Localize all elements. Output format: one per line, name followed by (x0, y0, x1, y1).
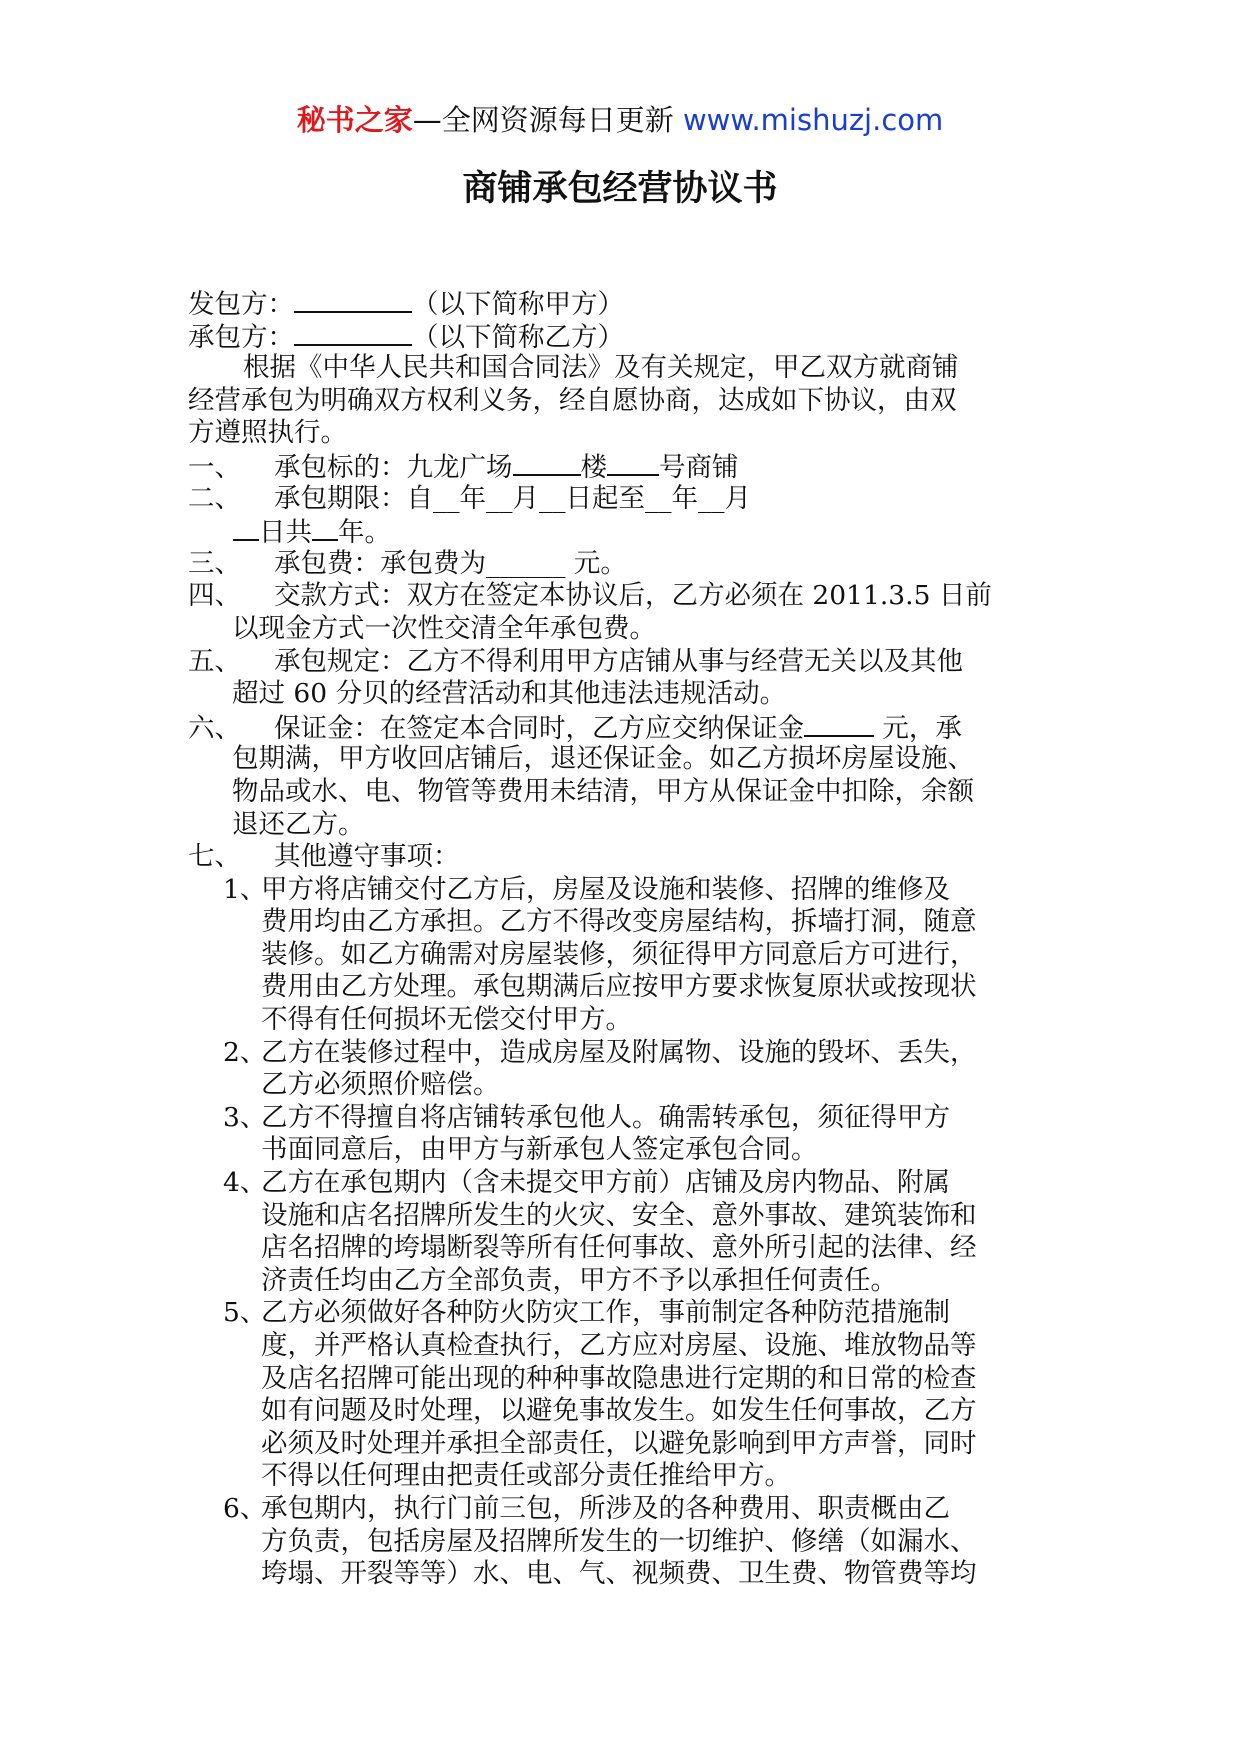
section-5-line-1: 承包规定：乙方不得利用甲方店铺从事与经营无关以及其他 (274, 645, 963, 677)
section-2-text-b: 日共 (259, 517, 312, 549)
list-item-continuation (188, 1134, 1058, 1167)
section-1-text-a: 承包标的：九龙广场 (274, 451, 513, 483)
section-2 (188, 483, 1058, 516)
section-6-line-1a: 保证金：在签定本合同时，乙方应交纳保证金 (274, 712, 804, 744)
list-item-text: 必须及时处理并承担全部责任，以避免影响到甲方声誉，同时 (261, 1427, 977, 1459)
list-item-number: 2、 (223, 1036, 267, 1068)
list-item-number: 4、 (223, 1167, 267, 1199)
section-5-line-2: 超过 60 分贝的经营活动和其他违法违规活动。 (232, 678, 787, 710)
list-item-continuation (188, 1395, 1058, 1428)
section-2-text-c: 年。 (338, 517, 391, 549)
list-item-text: 书面同意后，由甲方与新承包人签定承包合同。 (261, 1134, 818, 1166)
section-2-text-a: 承包期限：自__年__月__日起至__年__月 (274, 482, 751, 514)
list-item-continuation (188, 1460, 1058, 1493)
rules-list (188, 874, 1058, 1591)
list-item (188, 1037, 1058, 1070)
years-blank (312, 515, 338, 541)
party-b-blank (294, 320, 412, 346)
list-item-text: 费用均由乙方承担。乙方不得改变房屋结构，拆墙打洞，随意 (261, 906, 977, 938)
list-item-continuation (188, 1069, 1058, 1102)
document-body (188, 287, 1058, 1591)
section-6 (188, 711, 1058, 744)
party-a-label: 发包方： (188, 289, 294, 320)
document-title: 商铺承包经营协议书 (462, 169, 778, 209)
list-item-continuation (188, 1330, 1058, 1363)
section-5 (188, 646, 1058, 679)
list-item-text: 不得有任何损坏无偿交付甲方。 (261, 1004, 632, 1036)
party-b-label: 承包方： (188, 321, 294, 353)
list-item-text: 不得以任何理由把责任或部分责任推给甲方。 (261, 1460, 791, 1492)
list-item-continuation (188, 971, 1058, 1004)
section-4-line-2: 以现金方式一次性交清全年承包费。 (232, 612, 656, 644)
day-blank (233, 515, 259, 541)
section-6-line-3: 物品或水、电、物管等费用未结清，甲方从保证金中扣除，余额 (232, 775, 974, 807)
list-item-continuation (188, 906, 1058, 939)
section-6-line-1b: 元，承 (874, 712, 962, 744)
building-blank (513, 450, 581, 476)
section-1-text-c: 号商铺 (659, 451, 739, 483)
list-item-text: 乙方必须做好各种防火防灾工作，事前制定各种防范措施制 (261, 1297, 950, 1329)
section-1 (188, 450, 1058, 483)
site-header (0, 100, 1240, 140)
section-4-num: 四、 (188, 580, 241, 612)
list-item (188, 874, 1058, 907)
section-2-cont (188, 515, 1058, 548)
intro-line-1: 根据《中华人民共和国合同法》及有关规定，甲乙双方就商铺 (243, 352, 959, 384)
intro-line-3: 方遵照执行。 (188, 417, 347, 449)
party-a-blank (294, 287, 412, 313)
list-item-text: 承包期内，执行门前三包，所涉及的各种费用、职责概由乙 (261, 1492, 950, 1524)
list-item-text: 方负责，包括房屋及招牌所发生的一切维护、修缮（如漏水、 (261, 1525, 977, 1557)
section-6-num: 六、 (188, 712, 241, 744)
list-item (188, 1493, 1058, 1526)
list-item-text: 乙方在装修过程中，造成房屋及附属物、设施的毁坏、丢失， (261, 1036, 977, 1068)
list-item (188, 1102, 1058, 1135)
list-item (188, 1297, 1058, 1330)
section-4-line-1: 交款方式：双方在签定本协议后，乙方必须在 2011.3.5 日前 (274, 580, 992, 612)
list-item-text: 乙方不得擅自将店铺转承包他人。确需转承包，须征得甲方 (261, 1101, 950, 1133)
section-3-num: 三、 (188, 547, 241, 579)
list-item-text: 济责任均由乙方全部负责，甲方不予以承担任何责任。 (261, 1264, 897, 1296)
list-item-continuation (188, 939, 1058, 972)
list-item-continuation (188, 1526, 1058, 1559)
list-item-text: 乙方必须照价赔偿。 (261, 1069, 500, 1101)
list-item-number: 1、 (223, 873, 267, 905)
party-a-line (188, 287, 1058, 320)
party-a-note: （以下简称甲方） (412, 289, 624, 320)
section-4 (188, 580, 1058, 613)
section-5-num: 五、 (188, 645, 241, 677)
section-6-line-2: 包期满，甲方收回店铺后，退还保证金。如乙方损坏房屋设施、 (232, 743, 974, 775)
list-item-text: 垮塌、开裂等等）水、电、气、视频费、卫生费、物管费等均 (261, 1558, 977, 1590)
list-item-continuation (188, 1363, 1058, 1396)
list-item-number: 6、 (223, 1492, 267, 1524)
section-7-text: 其他遵守事项： (274, 841, 460, 873)
list-item-text: 设施和店名招牌所发生的火灾、安全、意外事故、建筑装饰和 (261, 1199, 977, 1231)
site-url-link[interactable]: www.mishuzj.com (682, 103, 944, 137)
list-item (188, 1167, 1058, 1200)
intro-line-2: 经营承包为明确双方权利义务，经自愿协商，达成如下协议，由双 (188, 384, 957, 416)
list-item-text: 乙方在承包期内（含未提交甲方前）店铺及房内物品、附属 (261, 1167, 950, 1199)
party-b-note: （以下简称乙方） (412, 321, 624, 353)
list-item-text: 店名招牌的垮塌断裂等所有任何事故、意外所引起的法律、经 (261, 1232, 977, 1264)
section-3 (188, 548, 1058, 581)
site-brand: 秘书之家 (296, 103, 413, 137)
section-2-num: 二、 (188, 482, 241, 514)
shop-number-blank (607, 450, 659, 476)
section-1-text-b: 楼 (580, 451, 607, 483)
list-item-number: 5、 (223, 1297, 267, 1329)
section-3-text: 承包费：承包费为______ 元。 (274, 547, 627, 579)
list-item-text: 费用由乙方处理。承包期满后应按甲方要求恢复原状或按现状 (261, 971, 977, 1003)
list-item-text: 及店名招牌可能出现的种种事故隐患进行定期的和日常的检查 (261, 1362, 977, 1394)
section-6-line-4: 退还乙方。 (232, 808, 365, 840)
list-item-text: 甲方将店铺交付乙方后，房屋及设施和装修、招牌的维修及 (261, 873, 950, 905)
list-item-number: 3、 (223, 1101, 267, 1133)
list-item-continuation (188, 1232, 1058, 1265)
party-b-line (188, 320, 1058, 353)
list-item-text: 装修。如乙方确需对房屋装修，须征得甲方同意后方可进行， (261, 938, 977, 970)
deposit-blank (804, 711, 874, 737)
section-1-num: 一、 (188, 451, 241, 483)
list-item-continuation (188, 1428, 1058, 1461)
list-item-continuation (188, 1265, 1058, 1298)
section-7 (188, 841, 1058, 874)
list-item-text: 度，并严格认真检查执行，乙方应对房屋、设施、堆放物品等 (261, 1330, 977, 1361)
site-tagline: —全网资源每日更新 (412, 103, 674, 137)
list-item-text: 如有问题及时处理，以避免事故发生。如发生任何事故，乙方 (261, 1395, 977, 1427)
section-7-num: 七、 (188, 841, 241, 873)
list-item-continuation (188, 1004, 1058, 1037)
list-item-continuation (188, 1558, 1058, 1591)
list-item-continuation (188, 1200, 1058, 1233)
